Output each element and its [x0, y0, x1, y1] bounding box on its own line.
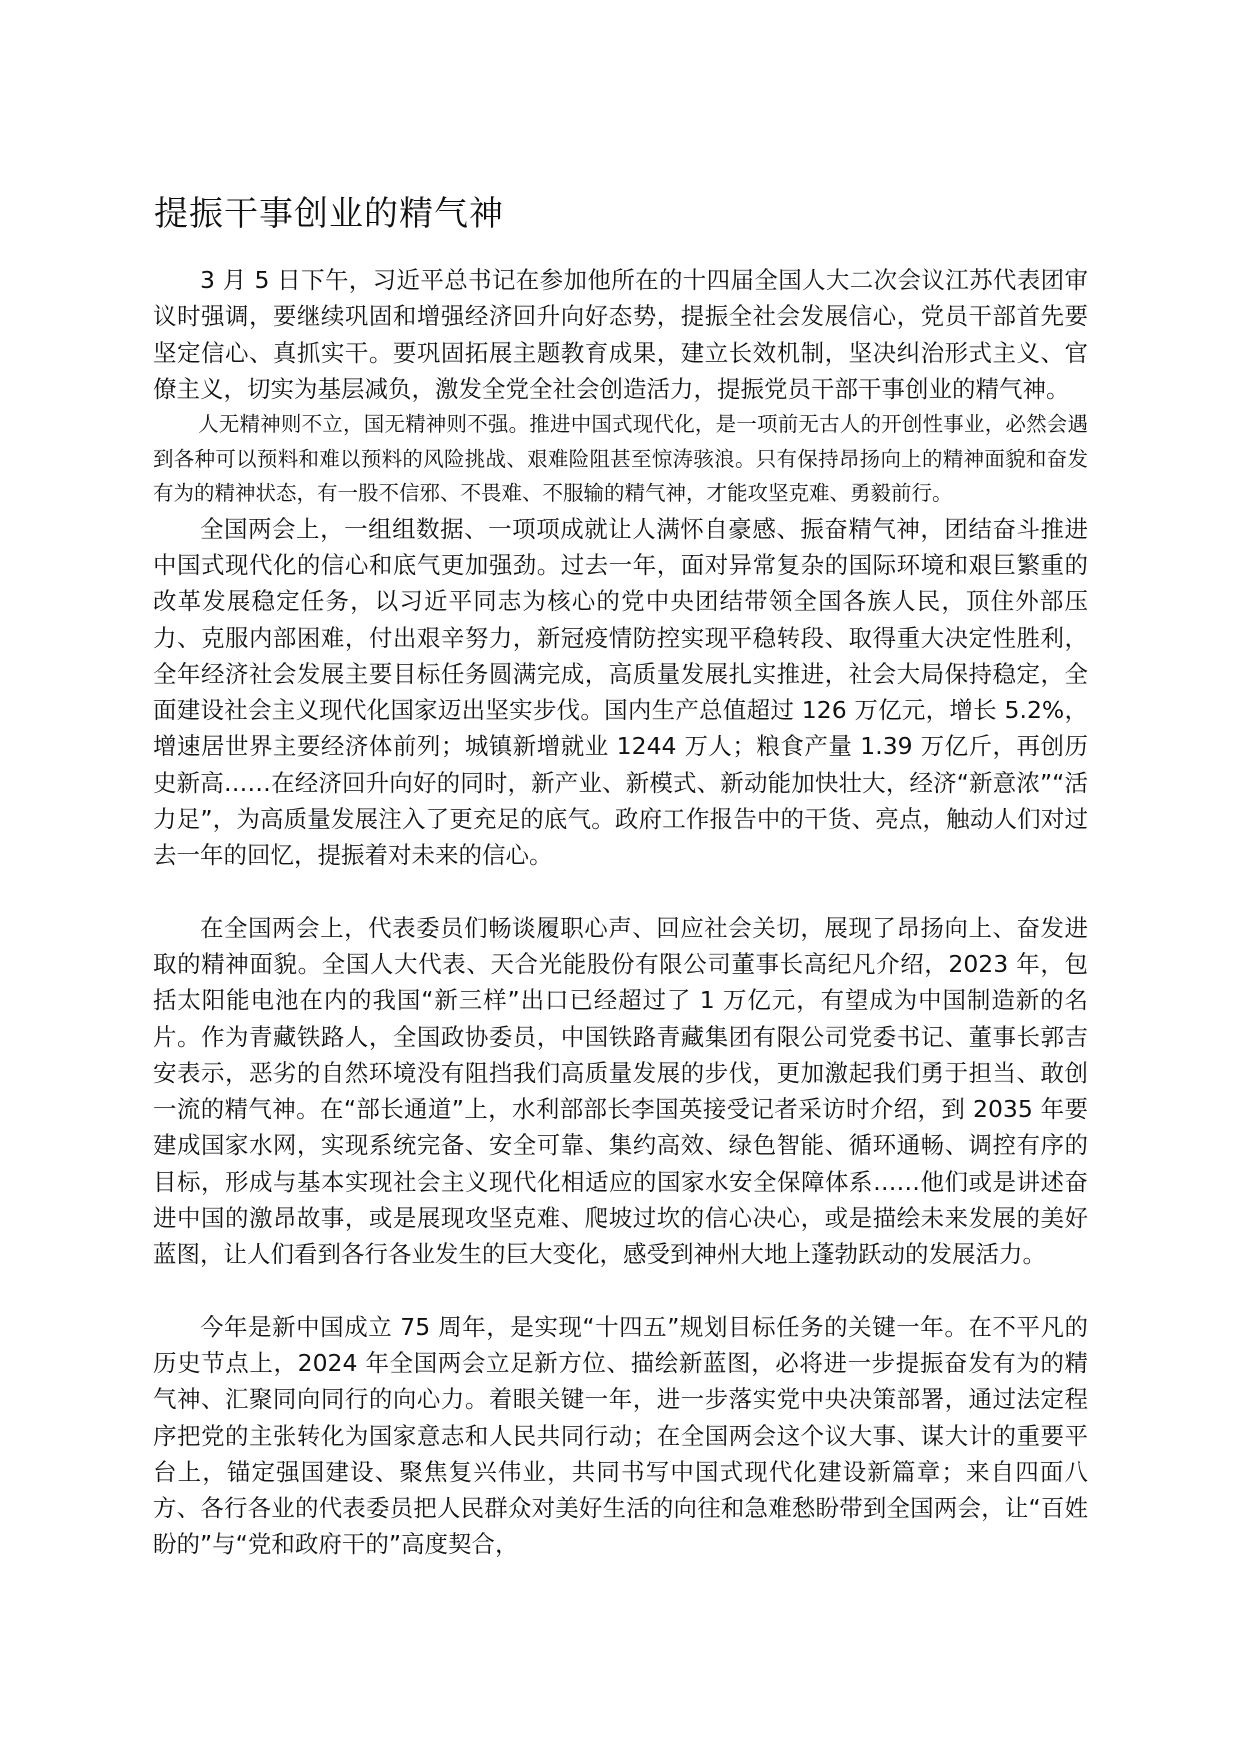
paragraph-1: 3 月 5 日下午，习近平总书记在参加他所在的十四届全国人大二次会议江苏代表团审议时强调，要继续巩固和增强经济回升向好态势，提振全社会发展信心，党员干部首先要坚定信心、真抓实干。要巩固拓展主题教育成果，建立长效机制，坚决纠治形式主义、官僚主义，切实为基层减负，激发全党全社会创造活力，提振党员干部干事创业的精气神。	[153, 266, 1088, 403]
article-title: 提振干事创业的精气神	[154, 194, 504, 234]
paragraph-5: 今年是新中国成立 75 周年，是实现“十四五”规划目标任务的关键一年。在不平凡的历史节点上，2024 年全国两会立足新方位、描绘新蓝图，必将进一步提振奋发有为的精气神、汇聚同向同行的向心力。着眼关键一年，进一步落实党中央决策部署，通过法定程序把党的主张转化为国家意志和人民共同行动；在全国两会这个议大事、谋大计的重要平台上，锚定强国建设、聚焦复兴伟业，共同书写中国式现代化建设新篇章；来自四面八方、各行各业的代表委员把人民群众对美好生活的向往和急难愁盼带到全国两会，让“百姓盼的”与“党和政府干的”高度契合，	[153, 1312, 1088, 1559]
paragraph-spacer	[153, 1273, 1088, 1309]
paragraph-spacer	[153, 874, 1088, 910]
paragraph-4: 在全国两会上，代表委员们畅谈履职心声、回应社会关切，展现了昂扬向上、奋发进取的精神面貌。全国人大代表、天合光能股份有限公司董事长高纪凡介绍，2023 年，包括太阳能电池在内的我国“新三样”出口已经超过了 1 万亿元，有望成为中国制造新的名片。作为青藏铁路人，全国政协委员，中国铁路青藏集团有限公司党委书记、董事长郭吉安表示，恶劣的自然环境没有阻挡我们高质量发展的步伐，更加激起我们勇于担当、敢创一流的精气神。在“部长通道”上，水利部部长李国英接受记者采访时介绍，到 2035 年要建成国家水网，实现系统完备、安全可靠、集约高效、绿色智能、循环通畅、调控有序的目标，形成与基本实现社会主义现代化相适应的国家水安全保障体系……他们或是讲述奋进中国的激昂故事，或是展现攻坚克难、爬坡过坎的信心决心，或是描绘未来发展的美好蓝图，让人们看到各行各业发生的巨大变化，感受到神州大地上蓬勃跃动的发展活力。	[153, 913, 1088, 1269]
paragraph-3: 全国两会上，一组组数据、一项项成就让人满怀自豪感、振奋精气神，团结奋斗推进中国式现代化的信心和底气更加强劲。过去一年，面对异常复杂的国际环境和艰巨繁重的改革发展稳定任务，以习近平同志为核心的党中央团结带领全国各族人民，顶住外部压力、克服内部困难，付出艰辛努力，新冠疫情防控实现平稳转段、取得重大决定性胜利，全年经济社会发展主要目标任务圆满完成，高质量发展扎实推进，社会大局保持稳定，全面建设社会主义现代化国家迈出坚实步伐。国内生产总值超过 126 万亿元，增长 5.2%，增速居世界主要经济体前列；城镇新增就业 1244 万人；粮食产量 1.39 万亿斤，再创历史新高……在经济回升向好的同时，新产业、新模式、新动能加快壮大，经济“新意浓”“活力足”，为高质量发展注入了更充足的底气。政府工作报告中的干货、亮点，触动人们对过去一年的回忆，提振着对未来的信心。	[153, 514, 1088, 870]
paragraph-2: 人无精神则不立，国无精神则不强。推进中国式现代化，是一项前无古人的开创性事业，必然会遇到各种可以预料和难以预料的风险挑战、艰难险阻甚至惊涛骇浪。只有保持昂扬向上的精神面貌和奋发有为的精神状态，有一股不信邪、不畏难、不服输的精气神，才能攻坚克难、勇毅前行。	[153, 412, 1088, 506]
article-body	[153, 262, 1088, 1563]
